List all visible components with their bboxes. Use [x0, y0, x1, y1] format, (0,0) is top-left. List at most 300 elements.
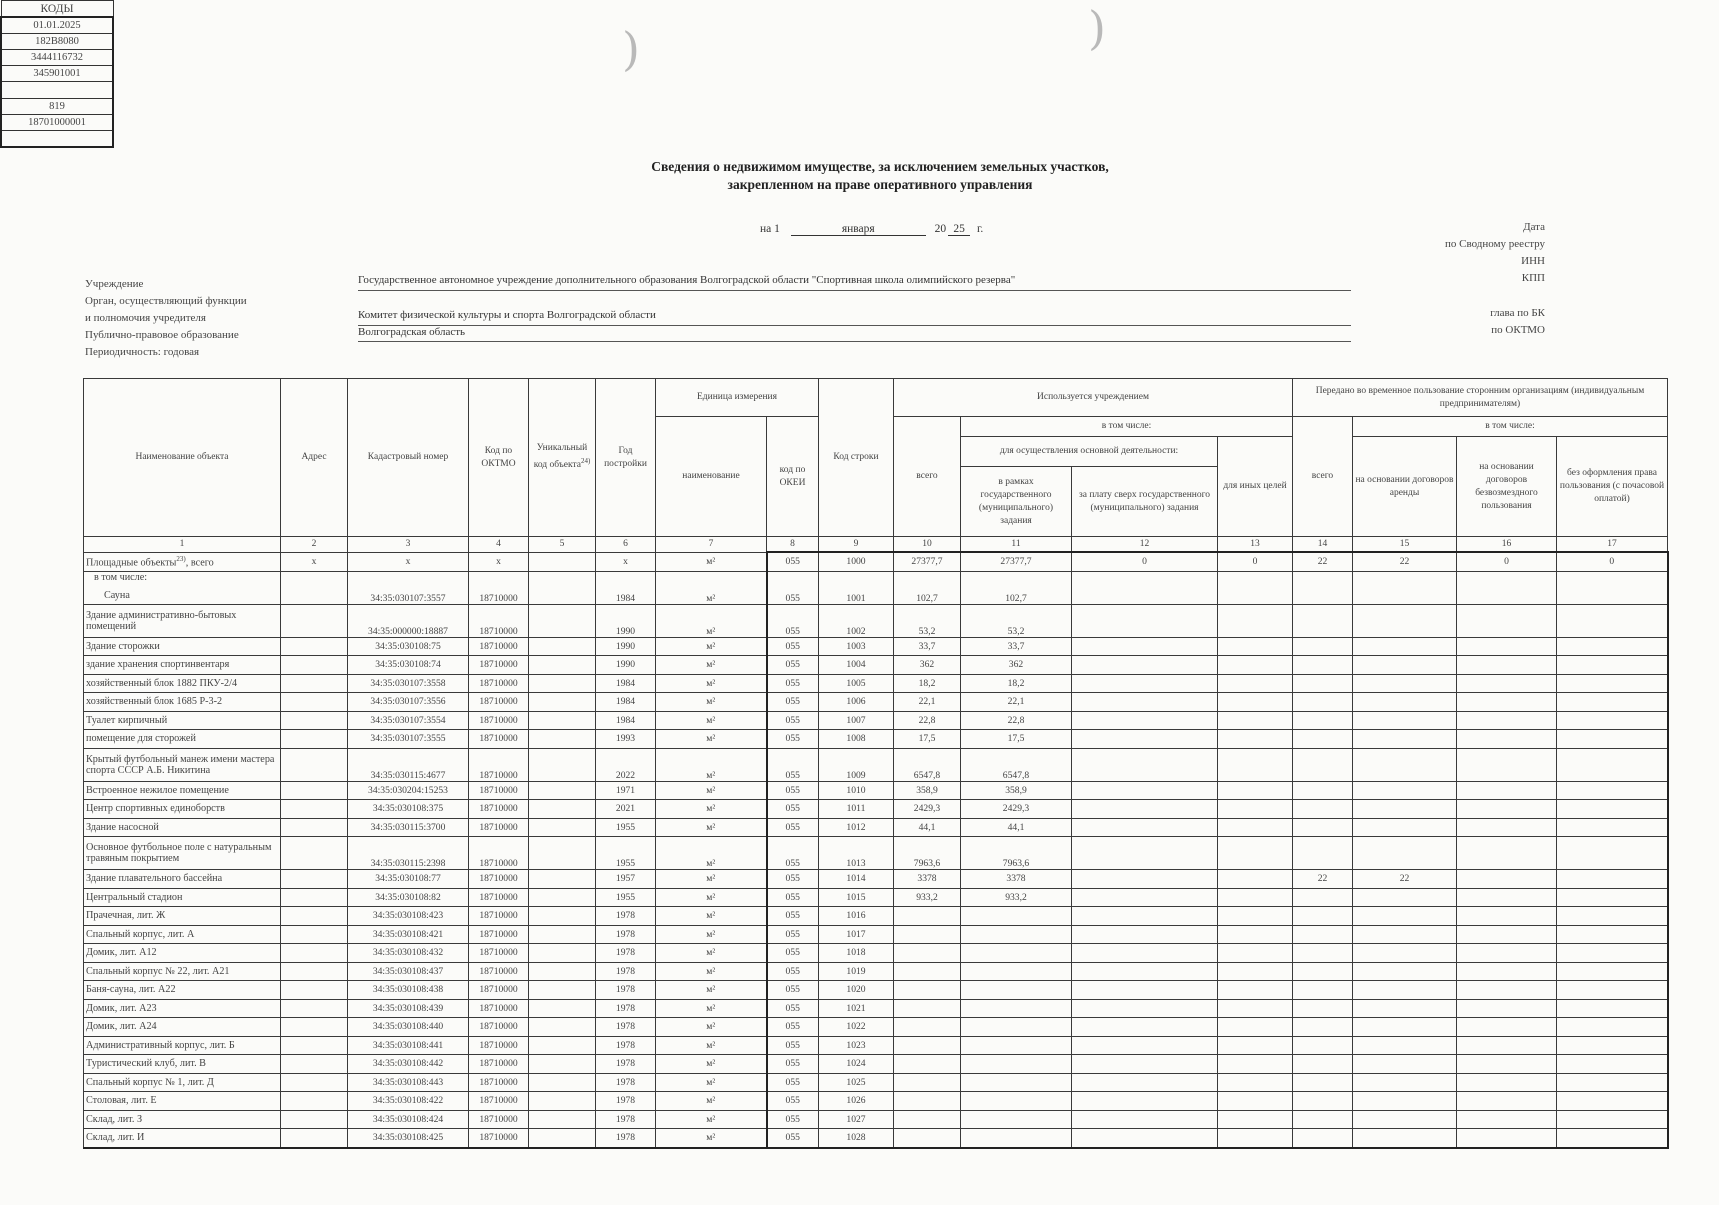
header-transferred-total: всего	[1293, 417, 1353, 537]
row-cadastral: 34:35:030108:74	[348, 656, 469, 675]
row-above-task	[1072, 781, 1218, 800]
header-used-incl: в том числе:	[961, 417, 1293, 437]
row-address	[281, 999, 348, 1018]
table-row	[84, 1073, 1668, 1092]
row-hourly	[1557, 1018, 1668, 1037]
row-lease	[1353, 907, 1457, 926]
header-used-total: всего	[894, 417, 961, 537]
row-free-use	[1457, 925, 1557, 944]
row-year: 2021	[596, 800, 656, 819]
total-okei: 055	[767, 552, 819, 571]
row-used-total: 18,2	[894, 674, 961, 693]
row-free-use	[1457, 656, 1557, 675]
row-transferred	[1293, 1129, 1353, 1148]
header-above-task: за плату сверх государственного (муниципального) задания	[1072, 467, 1218, 537]
row-name-cell: Спальный корпус № 22, лит. А21	[84, 962, 281, 981]
table-row	[84, 962, 1668, 981]
header-transferred: Передано во временное пользование сторонним организациям (индивидуальным предпринимателям)	[1293, 379, 1668, 417]
row-oktmo: 18710000	[469, 962, 529, 981]
row-transferred	[1293, 981, 1353, 1000]
row-cadastral: 34:35:000000:18887	[348, 604, 469, 637]
row-year: 1984	[596, 674, 656, 693]
title-line-2: закрепленном на праве оперативного управления	[727, 177, 1033, 192]
row-name-cell: Склад, лит. И	[84, 1129, 281, 1148]
row-hourly	[1557, 1055, 1668, 1074]
row-lease	[1353, 674, 1457, 693]
organ-label-line-1: Орган, осуществляющий функции	[85, 295, 247, 307]
row-oktmo: 18710000	[469, 800, 529, 819]
row-hourly	[1557, 944, 1668, 963]
row-unique	[529, 1129, 596, 1148]
row-line-code: 1011	[819, 800, 894, 819]
row-hourly	[1557, 571, 1668, 604]
row-name-cell: Административный корпус, лит. Б	[84, 1036, 281, 1055]
row-name-cell: Склад, лит. З	[84, 1110, 281, 1129]
row-unique	[529, 944, 596, 963]
row-hourly	[1557, 693, 1668, 712]
row-cadastral: 34:35:030108:441	[348, 1036, 469, 1055]
row-line-code: 1024	[819, 1055, 894, 1074]
table-row	[84, 637, 1668, 656]
row-year: 1978	[596, 925, 656, 944]
row-address	[281, 1036, 348, 1055]
row-okei: 055	[767, 571, 819, 604]
row-transferred	[1293, 907, 1353, 926]
row-hourly	[1557, 656, 1668, 675]
column-number: 2	[281, 537, 348, 553]
periodicity-label: Периодичность: годовая	[85, 346, 200, 358]
row-transferred	[1293, 800, 1353, 819]
row-oktmo: 18710000	[469, 781, 529, 800]
row-lease	[1353, 571, 1457, 604]
column-number: 3	[348, 537, 469, 553]
row-lease	[1353, 962, 1457, 981]
row-other	[1218, 1110, 1293, 1129]
column-number: 6	[596, 537, 656, 553]
row-above-task	[1072, 999, 1218, 1018]
row-free-use	[1457, 1129, 1557, 1148]
row-address	[281, 604, 348, 637]
row-address	[281, 1110, 348, 1129]
row-unit: м²	[656, 837, 767, 870]
row-free-use	[1457, 1018, 1557, 1037]
row-oktmo: 18710000	[469, 1092, 529, 1111]
row-used-total: 53,2	[894, 604, 961, 637]
table-row	[84, 571, 1668, 604]
row-unit: м²	[656, 907, 767, 926]
row-unit: м²	[656, 818, 767, 837]
row-used-total	[894, 944, 961, 963]
row-transferred	[1293, 674, 1353, 693]
row-hourly	[1557, 1073, 1668, 1092]
row-name-cell: Здание плавательного бассейна	[84, 870, 281, 889]
row-line-code: 1005	[819, 674, 894, 693]
table-row	[84, 748, 1668, 781]
row-free-use	[1457, 571, 1557, 604]
incl-label: в том числе:	[94, 571, 148, 583]
row-address	[281, 981, 348, 1000]
row-unique	[529, 656, 596, 675]
row-okei: 055	[767, 730, 819, 749]
row-address	[281, 730, 348, 749]
column-number: 5	[529, 537, 596, 553]
row-cadastral: 34:35:030108:425	[348, 1129, 469, 1148]
row-used-total	[894, 962, 961, 981]
row-okei: 055	[767, 1018, 819, 1037]
row-other	[1218, 656, 1293, 675]
header-year: Год постройки	[596, 379, 656, 537]
row-lease	[1353, 637, 1457, 656]
row-line-code: 1006	[819, 693, 894, 712]
total-free-use: 0	[1457, 552, 1557, 571]
row-lease	[1353, 656, 1457, 675]
column-number: 8	[767, 537, 819, 553]
row-address	[281, 1129, 348, 1148]
row-above-task	[1072, 944, 1218, 963]
column-number: 13	[1218, 537, 1293, 553]
header-unique-text: Уникальный код объекта	[533, 443, 588, 471]
codes-label-inn: ИНН	[1521, 255, 1545, 267]
row-name-cell: Основное футбольное поле с натуральным травяным покрытием	[84, 837, 281, 870]
row-transferred	[1293, 1036, 1353, 1055]
header-within-task: в рамках государственного (муниципального) задания	[961, 467, 1072, 537]
row-transferred	[1293, 1055, 1353, 1074]
column-number: 17	[1557, 537, 1668, 553]
row-transferred	[1293, 711, 1353, 730]
row-free-use	[1457, 907, 1557, 926]
row-transferred	[1293, 837, 1353, 870]
row-oktmo: 18710000	[469, 674, 529, 693]
row-free-use	[1457, 944, 1557, 963]
header-unique	[529, 379, 596, 537]
row-year: 1978	[596, 999, 656, 1018]
row-unit: м²	[656, 604, 767, 637]
row-line-code: 1026	[819, 1092, 894, 1111]
row-within-task: 53,2	[961, 604, 1072, 637]
table-row	[84, 730, 1668, 749]
row-unique	[529, 1018, 596, 1037]
row-line-code: 1021	[819, 999, 894, 1018]
row-oktmo: 18710000	[469, 888, 529, 907]
row-lease	[1353, 1055, 1457, 1074]
row-okei: 055	[767, 800, 819, 819]
table-row	[84, 711, 1668, 730]
row-oktmo: 18710000	[469, 1055, 529, 1074]
row-line-code: 1023	[819, 1036, 894, 1055]
row-unique	[529, 748, 596, 781]
table-row	[84, 674, 1668, 693]
row-unit: м²	[656, 962, 767, 981]
row-unit: м²	[656, 656, 767, 675]
row-year: 1978	[596, 1073, 656, 1092]
row-other	[1218, 637, 1293, 656]
row-unique	[529, 693, 596, 712]
total-above-task: 0	[1072, 552, 1218, 571]
code-bk: 819	[1, 99, 113, 115]
row-year: 1984	[596, 711, 656, 730]
row-line-code: 1012	[819, 818, 894, 837]
total-line-code: 1000	[819, 552, 894, 571]
row-year: 1957	[596, 870, 656, 889]
row-above-task	[1072, 1129, 1218, 1148]
row-line-code: 1014	[819, 870, 894, 889]
row-address	[281, 571, 348, 604]
row-name-cell: Прачечная, лит. Ж	[84, 907, 281, 926]
row-within-task	[961, 1129, 1072, 1148]
row-transferred	[1293, 693, 1353, 712]
row-okei: 055	[767, 870, 819, 889]
row-year: 1978	[596, 1055, 656, 1074]
organ-value: Комитет физической культуры и спорта Волгоградской области	[358, 309, 656, 321]
row-hourly	[1557, 604, 1668, 637]
row-transferred	[1293, 637, 1353, 656]
row-used-total	[894, 1036, 961, 1055]
row-year: 1978	[596, 1018, 656, 1037]
row-used-total	[894, 1129, 961, 1148]
table-row	[84, 925, 1668, 944]
header-unit-okei: код по ОКЕИ	[767, 417, 819, 537]
row-address	[281, 637, 348, 656]
row-transferred	[1293, 962, 1353, 981]
row-year: 1978	[596, 1036, 656, 1055]
header-address: Адрес	[281, 379, 348, 537]
row-name-cell: Домик, лит. А24	[84, 1018, 281, 1037]
row-name-cell: Столовая, лит. Е	[84, 1092, 281, 1111]
row-unit: м²	[656, 1110, 767, 1129]
row-okei: 055	[767, 907, 819, 926]
row-name-cell: Спальный корпус № 1, лит. Д	[84, 1073, 281, 1092]
row-other	[1218, 1036, 1293, 1055]
row-oktmo: 18710000	[469, 693, 529, 712]
row-other	[1218, 800, 1293, 819]
row-line-code: 1020	[819, 981, 894, 1000]
row-unique	[529, 1073, 596, 1092]
title-line-1: Сведения о недвижимом имуществе, за исключением земельных участков,	[651, 159, 1109, 174]
row-other	[1218, 604, 1293, 637]
row-unit: м²	[656, 637, 767, 656]
row-within-task: 6547,8	[961, 748, 1072, 781]
row-within-task: 17,5	[961, 730, 1072, 749]
row-above-task	[1072, 818, 1218, 837]
row-address	[281, 925, 348, 944]
row-used-total: 2429,3	[894, 800, 961, 819]
row-unique	[529, 999, 596, 1018]
row-above-task	[1072, 870, 1218, 889]
total-lease: 22	[1353, 552, 1457, 571]
row-free-use	[1457, 818, 1557, 837]
column-number: 11	[961, 537, 1072, 553]
property-table	[83, 378, 1669, 1149]
row-name-cell: Туалет кирпичный	[84, 711, 281, 730]
row-hourly	[1557, 730, 1668, 749]
total-address: х	[281, 552, 348, 571]
row-unit: м²	[656, 1018, 767, 1037]
row-cadastral: 34:35:030108:424	[348, 1110, 469, 1129]
row-above-task	[1072, 571, 1218, 604]
row-above-task	[1072, 907, 1218, 926]
row-cadastral: 34:35:030107:3557	[348, 571, 469, 604]
row-line-code: 1019	[819, 962, 894, 981]
row-okei: 055	[767, 1092, 819, 1111]
row-unit: м²	[656, 981, 767, 1000]
row-name-cell: Туристический клуб, лит. В	[84, 1055, 281, 1074]
row-unit: м²	[656, 870, 767, 889]
table-row	[84, 888, 1668, 907]
code-date: 01.01.2025	[1, 17, 113, 34]
total-cadastral: х	[348, 552, 469, 571]
row-oktmo: 18710000	[469, 711, 529, 730]
row-address	[281, 1055, 348, 1074]
row-free-use	[1457, 693, 1557, 712]
column-number: 16	[1457, 537, 1557, 553]
row-within-task: 362	[961, 656, 1072, 675]
row-year: 1978	[596, 944, 656, 963]
row-unique	[529, 637, 596, 656]
row-year: 1990	[596, 604, 656, 637]
row-lease	[1353, 837, 1457, 870]
row-oktmo: 18710000	[469, 837, 529, 870]
row-address	[281, 781, 348, 800]
row-line-code: 1027	[819, 1110, 894, 1129]
row-name: Сауна	[104, 589, 130, 601]
row-okei: 055	[767, 944, 819, 963]
row-lease	[1353, 888, 1457, 907]
code-oktmo: 18701000001	[1, 115, 113, 131]
date-suffix: г.	[977, 223, 984, 235]
header-oktmo: Код по ОКТМО	[469, 379, 529, 537]
row-unique	[529, 925, 596, 944]
row-transferred	[1293, 604, 1353, 637]
table-row	[84, 1110, 1668, 1129]
row-other	[1218, 730, 1293, 749]
row-used-total	[894, 1055, 961, 1074]
row-okei: 055	[767, 962, 819, 981]
column-number: 4	[469, 537, 529, 553]
row-within-task	[961, 1036, 1072, 1055]
row-name-cell: помещение для сторожей	[84, 730, 281, 749]
row-above-task	[1072, 1092, 1218, 1111]
row-lease	[1353, 999, 1457, 1018]
row-transferred	[1293, 925, 1353, 944]
row-cadastral: 34:35:030107:3554	[348, 711, 469, 730]
row-line-code: 1016	[819, 907, 894, 926]
row-within-task: 44,1	[961, 818, 1072, 837]
row-year: 1978	[596, 1110, 656, 1129]
row-hourly	[1557, 999, 1668, 1018]
date-month: января	[791, 223, 926, 236]
row-other	[1218, 962, 1293, 981]
row-other	[1218, 999, 1293, 1018]
row-lease: 22	[1353, 870, 1457, 889]
row-year: 1978	[596, 1092, 656, 1111]
row-other	[1218, 1055, 1293, 1074]
row-other	[1218, 818, 1293, 837]
row-used-total	[894, 925, 961, 944]
row-hourly	[1557, 1110, 1668, 1129]
row-unit: м²	[656, 730, 767, 749]
table-row	[84, 1055, 1668, 1074]
row-transferred	[1293, 1018, 1353, 1037]
row-within-task	[961, 999, 1072, 1018]
row-above-task	[1072, 711, 1218, 730]
row-above-task	[1072, 637, 1218, 656]
row-address	[281, 944, 348, 963]
row-used-total: 22,8	[894, 711, 961, 730]
row-used-total	[894, 1092, 961, 1111]
row-lease	[1353, 818, 1457, 837]
row-hourly	[1557, 907, 1668, 926]
row-hourly	[1557, 1092, 1668, 1111]
total-transferred: 22	[1293, 552, 1353, 571]
table-body	[84, 537, 1668, 1148]
row-okei: 055	[767, 637, 819, 656]
total-row	[84, 552, 1668, 571]
row-unique	[529, 604, 596, 637]
row-transferred: 22	[1293, 870, 1353, 889]
row-used-total: 17,5	[894, 730, 961, 749]
row-unique	[529, 1036, 596, 1055]
row-above-task	[1072, 1055, 1218, 1074]
institution-label: Учреждение	[85, 278, 144, 290]
table-row	[84, 818, 1668, 837]
public-entity-value: Волгоградская область	[358, 326, 466, 338]
row-okei: 055	[767, 674, 819, 693]
row-line-code: 1002	[819, 604, 894, 637]
column-number: 1	[84, 537, 281, 553]
row-name-cell: Домик, лит. А12	[84, 944, 281, 963]
row-hourly	[1557, 781, 1668, 800]
header-hourly: без оформления права пользования (с почасовой оплатой)	[1557, 437, 1668, 537]
row-within-task	[961, 1055, 1072, 1074]
row-within-task: 102,7	[961, 571, 1072, 604]
row-other	[1218, 711, 1293, 730]
row-other	[1218, 1092, 1293, 1111]
row-address	[281, 907, 348, 926]
codes-label-bk: глава по БК	[1490, 307, 1545, 319]
row-name-cell: Центр спортивных единоборств	[84, 800, 281, 819]
row-other	[1218, 907, 1293, 926]
row-other	[1218, 981, 1293, 1000]
scan-bracket-mark: )	[1088, 1, 1106, 55]
row-cadastral: 34:35:030108:442	[348, 1055, 469, 1074]
row-unique	[529, 981, 596, 1000]
row-hourly	[1557, 674, 1668, 693]
row-lease	[1353, 1110, 1457, 1129]
row-okei: 055	[767, 1110, 819, 1129]
row-hourly	[1557, 962, 1668, 981]
row-unit: м²	[656, 888, 767, 907]
row-unique	[529, 781, 596, 800]
row-lease	[1353, 1092, 1457, 1111]
header-cadastral: Кадастровый номер	[348, 379, 469, 537]
row-year: 1990	[596, 637, 656, 656]
row-free-use	[1457, 800, 1557, 819]
row-oktmo: 18710000	[469, 730, 529, 749]
row-other	[1218, 944, 1293, 963]
row-line-code: 1004	[819, 656, 894, 675]
table-row	[84, 693, 1668, 712]
row-within-task: 3378	[961, 870, 1072, 889]
row-line-code: 1017	[819, 925, 894, 944]
row-above-task	[1072, 925, 1218, 944]
row-cadastral: 34:35:030115:2398	[348, 837, 469, 870]
row-address	[281, 693, 348, 712]
row-transferred	[1293, 1073, 1353, 1092]
row-free-use	[1457, 962, 1557, 981]
row-year: 1978	[596, 1129, 656, 1148]
row-name-cell: хозяйственный блок 1882 ПКУ-2/4	[84, 674, 281, 693]
table-row	[84, 1092, 1668, 1111]
